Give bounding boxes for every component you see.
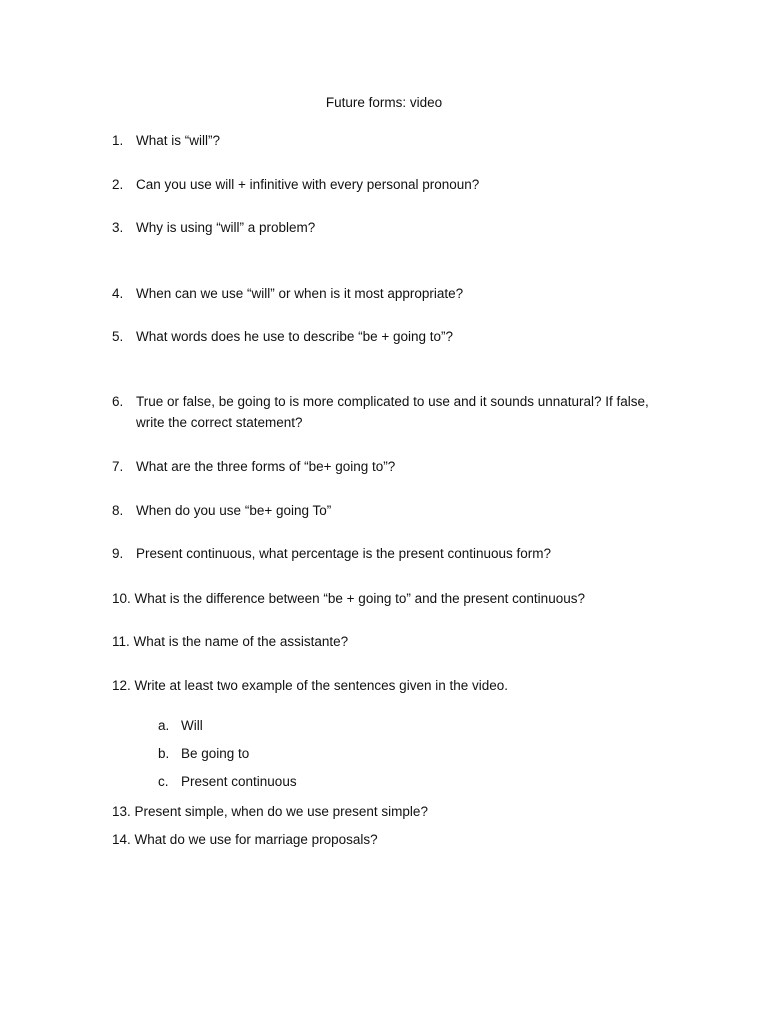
question-item bbox=[112, 391, 672, 433]
question-text: Can you use will + infinitive with every personal pronoun? bbox=[136, 177, 480, 192]
question-number: 5. bbox=[112, 329, 124, 344]
question-number: 1. bbox=[112, 133, 124, 148]
question-item bbox=[112, 801, 672, 822]
question-text: When can we use “will” or when is it most appropriate? bbox=[136, 286, 464, 301]
sub-item-letter: a. bbox=[158, 718, 170, 733]
sub-item bbox=[158, 773, 558, 791]
question-item bbox=[112, 500, 672, 521]
question-number: 10. bbox=[112, 591, 131, 606]
question-body: What is the difference between “be + going to” and the present continuous? bbox=[134, 591, 585, 606]
sub-item-letter: b. bbox=[158, 746, 170, 761]
question-body: What do we use for marriage proposals? bbox=[134, 832, 378, 847]
question-text bbox=[112, 631, 672, 652]
question-text: What are the three forms of “be+ going to”? bbox=[136, 459, 396, 474]
page-title: Future forms: video bbox=[325, 95, 443, 110]
question-text bbox=[112, 829, 672, 850]
question-text bbox=[112, 675, 672, 696]
sub-item-text: Present continuous bbox=[181, 774, 297, 789]
sub-item-text: Be going to bbox=[181, 746, 250, 761]
question-number: 3. bbox=[112, 220, 124, 235]
question-number: 13. bbox=[112, 804, 131, 819]
question-item bbox=[112, 130, 672, 151]
question-body: Present simple, when do we use present simple? bbox=[134, 804, 428, 819]
question-item bbox=[112, 174, 672, 195]
question-body: What is the name of the assistante? bbox=[133, 634, 349, 649]
sub-item-letter: c. bbox=[158, 774, 169, 789]
question-item bbox=[112, 543, 672, 564]
question-text: Present continuous, what percentage is the present continuous form? bbox=[136, 546, 551, 561]
question-number: 4. bbox=[112, 286, 124, 301]
question-item bbox=[112, 456, 672, 477]
question-number: 2. bbox=[112, 177, 124, 192]
question-item bbox=[112, 326, 672, 347]
question-text: True or false, be going to is more complicated to use and it sounds unnatural? If false, write the correct statement? bbox=[136, 394, 649, 430]
question-item bbox=[112, 675, 672, 696]
sub-item bbox=[158, 717, 558, 735]
question-number: 12. bbox=[112, 678, 131, 693]
question-body: Write at least two example of the sentences given in the video. bbox=[134, 678, 509, 693]
question-item bbox=[112, 217, 672, 238]
question-item bbox=[112, 631, 672, 652]
question-text bbox=[112, 801, 672, 822]
question-number: 8. bbox=[112, 503, 124, 518]
question-number: 9. bbox=[112, 546, 124, 561]
question-item bbox=[112, 588, 672, 609]
question-text: Why is using “will” a problem? bbox=[136, 220, 316, 235]
question-item bbox=[112, 283, 672, 304]
sub-item bbox=[158, 745, 558, 763]
question-number: 14. bbox=[112, 832, 131, 847]
question-text: When do you use “be+ going To” bbox=[136, 503, 332, 518]
question-text bbox=[112, 588, 672, 609]
question-number: 11. bbox=[112, 634, 130, 649]
sub-item-text: Will bbox=[181, 718, 203, 733]
question-text: What is “will”? bbox=[136, 133, 221, 148]
question-item bbox=[112, 829, 672, 850]
question-number: 6. bbox=[112, 394, 124, 409]
question-number: 7. bbox=[112, 459, 124, 474]
question-text: What words does he use to describe “be + going to”? bbox=[136, 329, 454, 344]
